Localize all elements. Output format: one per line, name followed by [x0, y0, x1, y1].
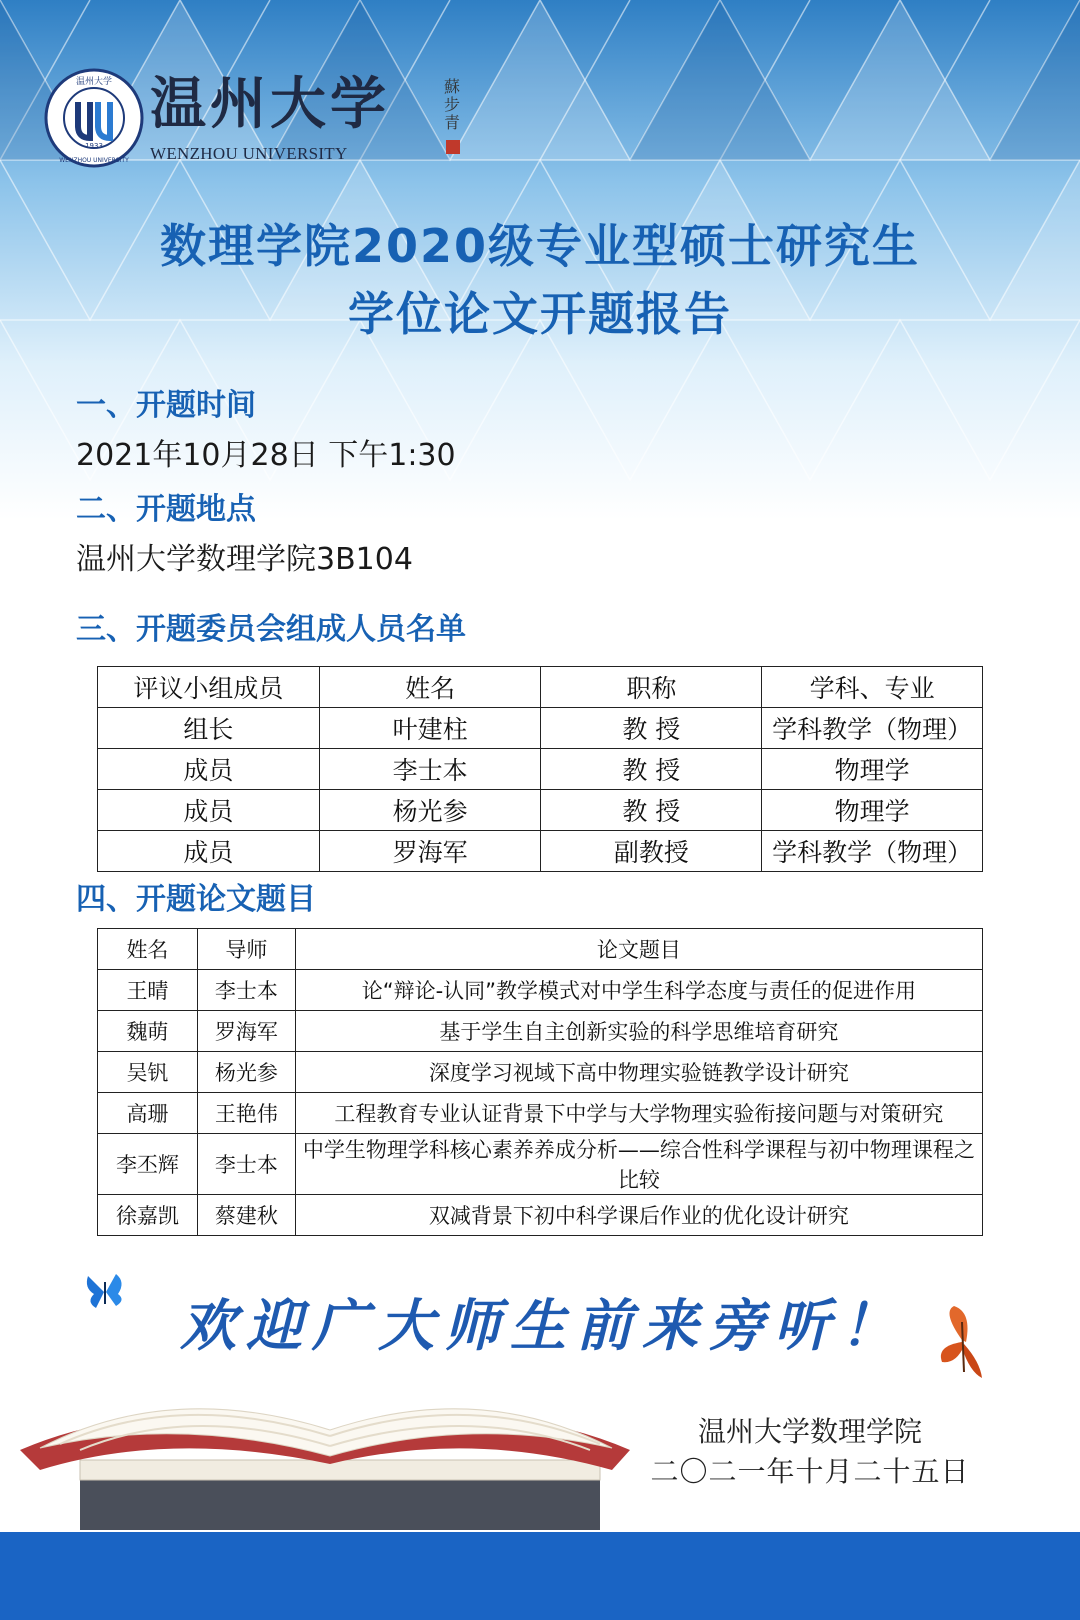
seal-cn-text: 温州大学: [75, 77, 113, 87]
section4-heading: 四、开题论文题目: [76, 882, 316, 917]
student-name: 李丕辉: [98, 1134, 198, 1195]
advisor-name: 王艳伟: [197, 1093, 295, 1134]
topics-col-name: 姓名: [98, 929, 198, 970]
advisor-name: 杨光参: [197, 1052, 295, 1093]
committee-title: 教 授: [541, 790, 762, 831]
committee-col-name: 姓名: [319, 667, 541, 708]
committee-col-major: 学科、专业: [762, 667, 983, 708]
thesis-title: 深度学习视域下高中物理实验链教学设计研究: [295, 1052, 982, 1093]
student-name: 吴钒: [98, 1052, 198, 1093]
topics-header-row: [98, 929, 983, 970]
university-logo: [44, 68, 464, 168]
table-row: [98, 1134, 983, 1195]
committee-header-row: [98, 667, 983, 708]
student-name: 魏萌: [98, 1011, 198, 1052]
table-row: [98, 831, 983, 872]
red-stamp: [446, 140, 460, 154]
topics-col-advisor: 导师: [197, 929, 295, 970]
thesis-title: 工程教育专业认证背景下中学与大学物理实验衔接问题与对策研究: [295, 1093, 982, 1134]
committee-role: 成员: [98, 749, 320, 790]
table-row: [98, 790, 983, 831]
committee-major: 物理学: [762, 790, 983, 831]
table-row: [98, 749, 983, 790]
table-row: [98, 1195, 983, 1236]
advisor-name: 蔡建秋: [197, 1195, 295, 1236]
calligrapher-signature: 蘇步青: [444, 77, 461, 132]
seal-year: 1933: [85, 142, 103, 150]
university-name-en: WENZHOU UNIVERSITY: [150, 144, 348, 163]
blue-butterfly-icon: [82, 1268, 128, 1314]
advisor-name: 李士本: [197, 1134, 295, 1195]
committee-name: 李士本: [319, 749, 541, 790]
organizer-name: 温州大学数理学院: [697, 1415, 922, 1448]
committee-name: 杨光参: [319, 790, 541, 831]
university-seal: [44, 68, 144, 168]
committee-title: 教 授: [541, 749, 762, 790]
table-row: [98, 1093, 983, 1134]
thesis-title: 中学生物理学科核心素养养成分析——综合性科学课程与初中物理课程之比较: [295, 1134, 982, 1195]
student-name: 王晴: [98, 970, 198, 1011]
page-title-line2: 学位论文开题报告: [348, 287, 732, 341]
table-row: [98, 970, 983, 1011]
committee-title: 教 授: [541, 708, 762, 749]
issue-date: 二〇二一年十月二十五日: [650, 1455, 970, 1488]
student-name: 高珊: [98, 1093, 198, 1134]
section1-value: 2021年10月28日 下午1:30: [76, 438, 456, 473]
thesis-title: 基于学生自主创新实验的科学思维培育研究: [295, 1011, 982, 1052]
thesis-title: 论“辩论-认同”教学模式对中学生科学态度与责任的促进作用: [295, 970, 982, 1011]
committee-role: 组长: [98, 708, 320, 749]
committee-name: 罗海军: [319, 831, 541, 872]
topics-col-title: 论文题目: [295, 929, 982, 970]
thesis-topics-table: [97, 928, 983, 1236]
section1-heading: 一、开题时间: [76, 388, 256, 423]
committee-role: 成员: [98, 831, 320, 872]
committee-major: 学科教学（物理）: [762, 708, 983, 749]
section2-heading: 二、开题地点: [76, 492, 256, 527]
university-name-cn: 温州大学: [150, 71, 390, 137]
page-title-line1: 数理学院2020级专业型硕士研究生: [159, 219, 921, 273]
welcome-slogan: 欢迎广大师生前来旁听！: [180, 1293, 906, 1359]
advisor-name: 罗海军: [197, 1011, 295, 1052]
seal-en-text: WENZHOU UNIVERSITY: [59, 157, 129, 164]
committee-role: 成员: [98, 790, 320, 831]
table-row: [98, 1011, 983, 1052]
committee-table: [97, 666, 983, 872]
open-book-illustration: [0, 1360, 640, 1540]
footer-bar: [0, 1532, 1080, 1620]
committee-major: 物理学: [762, 749, 983, 790]
committee-title: 副教授: [541, 831, 762, 872]
committee-major: 学科教学（物理）: [762, 831, 983, 872]
table-row: [98, 1052, 983, 1093]
committee-col-title: 职称: [541, 667, 762, 708]
thesis-title: 双减背景下初中科学课后作业的优化设计研究: [295, 1195, 982, 1236]
section3-heading: 三、开题委员会组成人员名单: [76, 612, 466, 647]
section2-value: 温州大学数理学院3B104: [76, 542, 413, 577]
orange-butterfly-icon: [932, 1302, 992, 1382]
advisor-name: 李士本: [197, 970, 295, 1011]
committee-col-role: 评议小组成员: [98, 667, 320, 708]
table-row: [98, 708, 983, 749]
student-name: 徐嘉凯: [98, 1195, 198, 1236]
committee-name: 叶建柱: [319, 708, 541, 749]
